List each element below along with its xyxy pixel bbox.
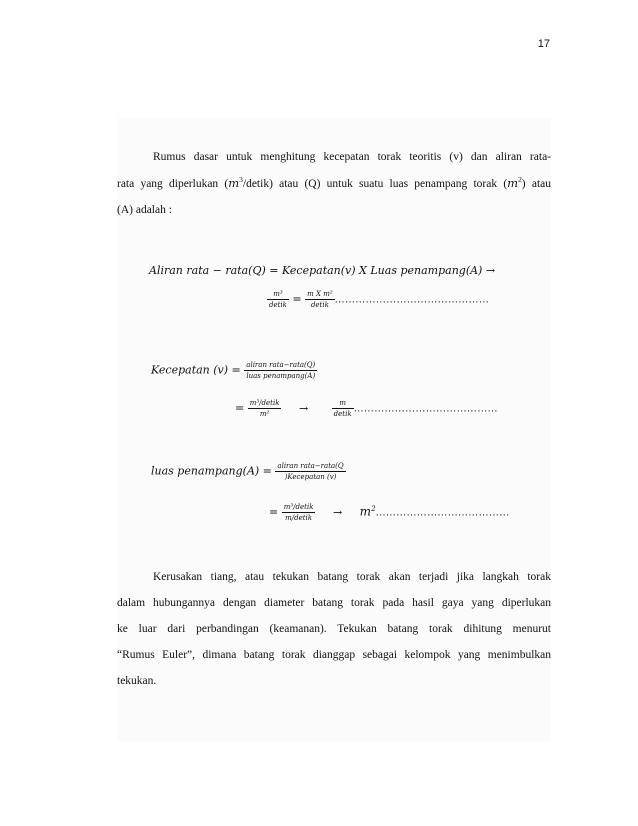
equation-lhs: luas penampang(A) = [151,464,272,478]
equation-3-units [269,502,510,523]
text-segment: ) atau [521,178,551,190]
equation-3-main [151,461,346,482]
paragraph-2-line-3: ke luar dari perbandingan (keamanan). Tekukan batang torak dihitung menurut [117,623,551,635]
paragraph-2-line-2: dalam hubungannya dengan diameter batang torak pada hasil gaya yang diperlukan [117,597,551,609]
fraction-numerator: aliran rata−rata(Q) [246,361,316,369]
fraction-denominator: luas penampang(A) [246,372,316,380]
paragraph-1-line-1: Rumus dasar untuk menghitung kecepatan torak teoritis (v) dan aliran rata- [153,151,551,163]
unit-exponent: 3 [239,175,243,185]
fraction-numerator: aliran rata−rata(Q [277,462,344,470]
paragraph-2-line-4: “Rumus Euler”, dimana batang torak dianggap sebagai kelompok yang menimbulkan [117,649,551,661]
text-segment: rata yang diperlukan ( [117,178,229,190]
dot-leader: …………………………………… [353,403,498,415]
dot-leader: ……………………………………… [334,294,490,306]
paragraph-2-line-5: tekukan. [117,675,157,687]
paragraph-1 [117,144,551,223]
arrow-icon: → [332,505,343,519]
unit-exponent: 2 [518,175,522,185]
fraction-denominator: detik [333,410,352,418]
equation-2-units [235,398,498,419]
fraction [244,360,317,381]
equals-sign: = [235,401,245,415]
fraction-denominator: detik [310,301,329,309]
fraction [282,502,316,523]
arrow-icon: → [298,401,309,415]
result-exponent: 2 [371,503,376,513]
paragraph-2-line-1: Kerusakan tiang, atau tekukan batang torak akan terjadi jika langkah torak [153,571,551,583]
fraction [275,461,345,482]
text-segment: /detik) atau (Q) untuk suatu luas penampang torak ( [242,178,508,190]
equation-2-main [151,360,317,381]
paragraph-2 [117,564,551,694]
document-body [117,118,551,742]
fraction-numerator: m³/detik [249,399,280,407]
equation-1-units [267,289,489,310]
dot-leader: ………………………………… [375,507,510,519]
equation-lhs: Kecepatan (v) = [151,363,241,377]
fraction-numerator: m X m² [307,290,333,298]
fraction [248,398,282,419]
fraction-numerator: m³ [267,289,289,300]
paragraph-1-line-2 [117,170,551,197]
fraction [332,398,354,419]
fraction-denominator: )Kecepatan (v) [284,473,337,481]
fraction-denominator: detik [269,301,287,309]
fraction-numerator: m [332,398,354,409]
fraction [267,289,289,310]
equals-sign: = [269,505,279,519]
unit-symbol: m [507,176,519,190]
fraction-denominator: m² [259,410,270,418]
fraction [305,289,335,310]
equation-1-main: Aliran rata − rata(Q) = Kecepatan(v) X Luas penampang(A) → [149,264,496,277]
equals-sign: = [292,292,302,306]
page-number: 17 [537,38,550,50]
unit-symbol: m [228,176,240,190]
fraction-denominator: m/detik [285,514,313,522]
paragraph-1-line-3: (A) adalah : [117,204,172,216]
fraction-numerator: m³/detik [283,503,314,511]
result-unit: m [359,504,372,519]
